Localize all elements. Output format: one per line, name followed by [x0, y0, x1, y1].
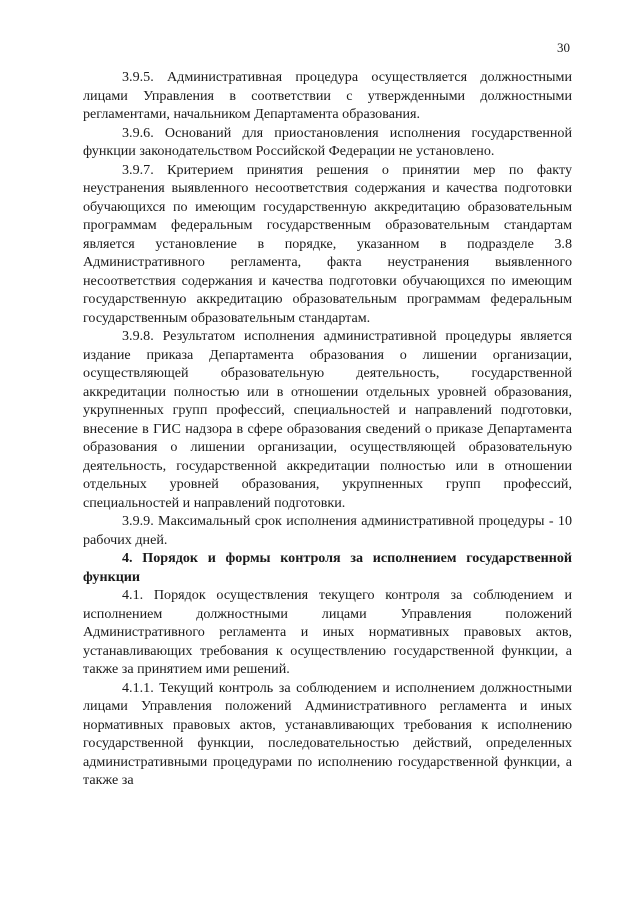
document-body [83, 68, 572, 790]
paragraph-3-9-5: 3.9.5. Административная процедура осуществляется должностными лицами Управления в соответствии с утвержденными должностными регламентами, начальником Департамента образования. [83, 69, 572, 122]
paragraph-3-9-9: 3.9.9. Максимальный срок исполнения административной процедуры - 10 рабочих дней. [83, 513, 572, 548]
paragraph-4-1-1: 4.1.1. Текущий контроль за соблюдением и исполнением должностными лицами Управления положений Административного регламента и иных нормативных правовых актов, устанавливающих требования к исполнению государственной функции, последовательностью действий, определенных административными процедурами по исполнению государственной функции, а также за [83, 679, 572, 788]
paragraph-3-9-6: 3.9.6. Оснований для приостановления исполнения государственной функции законодательством Российской Федерации не установлено. [83, 124, 572, 159]
paragraph-3-9-7: 3.9.7. Критерием принятия решения о принятии мер по факту неустранения выявленного несоответствия содержания и качества подготовки обучающихся по имеющим государственную аккредитацию образовательным программам федеральным государственным образовательным стандартам является установление в порядке, указанном в подразделе 3.8 Административного регламента, факта неустранения выявленного несоответствия содержания и качества подготовки обучающихся по имеющим государственную аккредитацию образовательным программам федеральным государственным образовательным стандартам. [83, 161, 572, 326]
page-number: 30 [557, 40, 570, 55]
paragraph-3-9-8: 3.9.8. Результатом исполнения административной процедуры является издание приказа Департамента образования о лишении организации, осуществляющей образовательную деятельность, государственной аккредитации полностью или в отношении отдельных уровней образования, укрупненных групп профессий, специальностей и направлений подготовки, внесение в ГИС надзора в сфере образования сведений о приказе Департамента образования о лишении организации, осуществляющей образовательную деятельность, государственной аккредитации полностью или в отношении отдельных уровней образования, укрупненных групп профессий, специальностей и направлений подготовки. [83, 328, 572, 511]
section-heading: 4. Порядок и формы контроля за исполнением государственной функции [83, 550, 572, 585]
paragraph-4-1: 4.1. Порядок осуществления текущего контроля за соблюдением и исполнением должностными лицами Управления положений Административного регламента и иных нормативных правовых актов, устанавливающих требования к осуществлению государственной функции, а также за принятием ими решений. [83, 587, 572, 677]
